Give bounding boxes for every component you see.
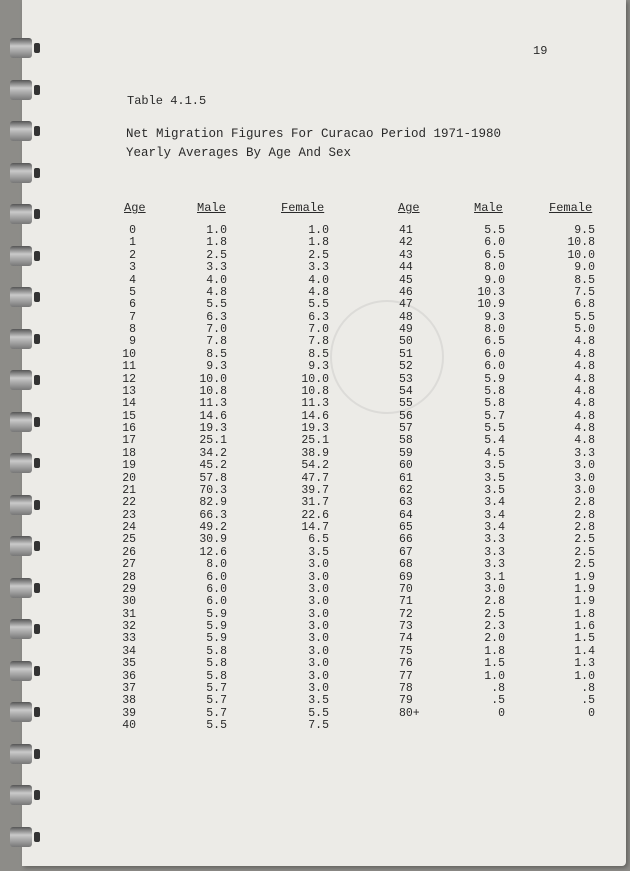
table-cell: 1.6 (574, 620, 595, 633)
table-cell: 77 (399, 669, 413, 683)
table-cell: 78 (399, 681, 413, 695)
table-cell: 5.8 (484, 384, 505, 398)
table-cell: 4.8 (574, 384, 595, 398)
table-cell: 51 (399, 347, 413, 361)
table-cell: 2.5 (574, 545, 595, 559)
binding-ring (4, 619, 38, 639)
table-cell: 40 (122, 719, 136, 732)
table-cell: 11.3 (301, 397, 329, 411)
table-cell: 32 (122, 620, 136, 633)
table-cell: 2.5 (574, 533, 595, 547)
table-cell: 3.4 (484, 508, 505, 522)
binding-ring (4, 578, 38, 598)
table-cell: 10.8 (301, 384, 329, 398)
table-cell: 7.0 (308, 323, 329, 336)
table-cell: 8.0 (484, 261, 505, 275)
table-cell: 36 (122, 669, 136, 683)
left-male-column (180, 225, 227, 732)
binding-ring (4, 121, 38, 141)
table-cell: 22 (122, 496, 136, 510)
table-cell: 54 (399, 384, 413, 398)
table-cell: 1.9 (574, 595, 595, 609)
table-cell: 5.5 (574, 310, 595, 324)
table-cell: 46 (399, 285, 413, 299)
table-cell: 3.0 (308, 607, 329, 621)
left-header-male: Male (197, 201, 226, 215)
table-cell: 5.9 (206, 632, 227, 646)
binding-ring (4, 495, 38, 515)
table-cell: 50 (399, 335, 413, 349)
table-cell: 44 (399, 261, 413, 275)
table-cell: 7.0 (206, 323, 227, 336)
table-cell: .8 (581, 681, 595, 695)
table-cell: 4.8 (574, 434, 595, 448)
table-cell: .5 (581, 694, 595, 708)
table-cell: 45.2 (199, 459, 227, 473)
table-cell: 6.5 (308, 533, 329, 547)
table-cell: 35 (122, 657, 136, 671)
table-cell: 6.0 (206, 582, 227, 596)
table-cell: 4.5 (484, 446, 505, 460)
table-cell: 79 (399, 694, 413, 708)
table-cell: 5.9 (206, 620, 227, 633)
table-cell: 2.0 (484, 632, 505, 646)
binding-ring (4, 80, 38, 100)
table-cell: 6.3 (206, 310, 227, 324)
table-cell: 69 (399, 570, 413, 584)
table-cell: 4.8 (308, 285, 329, 299)
table-cell: 14.6 (301, 409, 329, 423)
table-cell: 5.0 (574, 323, 595, 336)
table-cell: 71 (399, 595, 413, 609)
table-cell: 2.5 (484, 607, 505, 621)
table-cell: 47.7 (301, 471, 329, 485)
table-cell: 63 (399, 496, 413, 510)
right-header-age: Age (398, 201, 420, 215)
table-cell: 65 (399, 521, 413, 534)
table-cell: 34.2 (199, 446, 227, 460)
table-cell: 7.5 (574, 285, 595, 299)
table-cell: 8.5 (574, 273, 595, 287)
table-cell: 70.3 (199, 483, 227, 497)
table-cell: 43 (399, 248, 413, 262)
binding-ring (4, 246, 38, 266)
table-cell: 2.8 (484, 595, 505, 609)
table-cell: 7.5 (308, 719, 329, 732)
table-cell: 3.0 (574, 471, 595, 485)
table-cell: 57 (399, 422, 413, 435)
table-cell: 49.2 (199, 521, 227, 534)
table-cell: 5.8 (206, 669, 227, 683)
table-cell: 3.0 (308, 681, 329, 695)
table-cell: 5.4 (484, 434, 505, 448)
table-cell: 3.3 (484, 545, 505, 559)
left-header-age: Age (124, 201, 146, 215)
table-cell: 31.7 (301, 496, 329, 510)
table-cell: 9.0 (574, 261, 595, 275)
table-cell: 30 (122, 595, 136, 609)
table-cell: 7 (129, 310, 136, 324)
table-cell: 45 (399, 273, 413, 287)
table-cell: 28 (122, 570, 136, 584)
table-cell: 6.5 (484, 335, 505, 349)
table-cell: 10.0 (567, 248, 595, 262)
table-cell: 66 (399, 533, 413, 547)
table-cell: 66.3 (199, 508, 227, 522)
table-cell: 0 (498, 706, 505, 720)
table-cell: 42 (399, 236, 413, 250)
table-cell: 4.0 (308, 273, 329, 287)
table-cell: 1.0 (574, 669, 595, 683)
table-cell: 1.0 (308, 224, 329, 237)
table-label: Table 4.1.5 (127, 94, 207, 108)
table-cell: 61 (399, 471, 413, 485)
table-cell: 4.8 (574, 347, 595, 361)
table-cell: 6.0 (206, 570, 227, 584)
table-cell: 3.0 (308, 582, 329, 596)
table-cell: 1.0 (206, 224, 227, 237)
table-cell: 9.3 (206, 360, 227, 374)
table-cell: 2.8 (574, 521, 595, 534)
table-cell: 16 (122, 422, 136, 435)
table-cell: 1.9 (574, 582, 595, 596)
table-cell: 3.3 (308, 261, 329, 275)
table-cell: 39.7 (301, 483, 329, 497)
table-cell: 1.5 (484, 657, 505, 671)
table-cell: 64 (399, 508, 413, 522)
binding-ring (4, 453, 38, 473)
table-cell: 54.2 (301, 459, 329, 473)
table-cell: 4.8 (574, 422, 595, 435)
table-cell: 9.3 (484, 310, 505, 324)
table-cell: 8.5 (308, 347, 329, 361)
table-cell: 22.6 (301, 508, 329, 522)
table-cell: 18 (122, 446, 136, 460)
table-cell: 5.7 (206, 681, 227, 695)
table-cell: 1.3 (574, 657, 595, 671)
table-cell: 31 (122, 607, 136, 621)
table-cell: 5.5 (308, 298, 329, 312)
right-header-male: Male (474, 201, 503, 215)
table-cell: 5.7 (206, 706, 227, 720)
table-title-line1: Net Migration Figures For Curacao Period 1971-1980 (126, 127, 502, 141)
table-cell: 5.8 (206, 644, 227, 658)
table-cell: 5.9 (206, 607, 227, 621)
table-cell: 58 (399, 434, 413, 448)
table-cell: 1.8 (308, 236, 329, 250)
table-cell: 21 (122, 483, 136, 497)
binding-ring (4, 827, 38, 847)
table-cell: 3.4 (484, 521, 505, 534)
table-cell: 9.0 (484, 273, 505, 287)
table-cell: 2.3 (484, 620, 505, 633)
table-cell: 6.5 (484, 248, 505, 262)
table-cell: 82.9 (199, 496, 227, 510)
table-cell: 3.0 (308, 632, 329, 646)
table-cell: 9.3 (308, 360, 329, 374)
binding-ring (4, 163, 38, 183)
table-cell: 10.0 (301, 372, 329, 386)
table-cell: 4.8 (206, 285, 227, 299)
table-cell: 3.5 (484, 459, 505, 473)
right-header-female: Female (549, 201, 593, 215)
table-cell: 76 (399, 657, 413, 671)
binding-ring (4, 38, 38, 58)
table-cell: 3.3 (484, 533, 505, 547)
table-cell: 23 (122, 508, 136, 522)
table-cell: 57.8 (199, 471, 227, 485)
table-cell: 67 (399, 545, 413, 559)
table-cell: 10.3 (477, 285, 505, 299)
table-cell: 2.5 (308, 248, 329, 262)
binding-ring (4, 204, 38, 224)
table-cell: 8.0 (484, 323, 505, 336)
table-cell: 7.8 (308, 335, 329, 349)
table-cell: 3.1 (484, 570, 505, 584)
table-cell: 12.6 (199, 545, 227, 559)
table-cell: 3.0 (574, 483, 595, 497)
table-cell: 37 (122, 681, 136, 695)
table-cell: 3.4 (484, 496, 505, 510)
binding-ring (4, 370, 38, 390)
table-cell: 38.9 (301, 446, 329, 460)
table-cell: 25 (122, 533, 136, 547)
table-cell: 3.0 (308, 570, 329, 584)
binding-ring (4, 661, 38, 681)
table-cell: 34 (122, 644, 136, 658)
table-cell: 48 (399, 310, 413, 324)
table-cell: 1.8 (484, 644, 505, 658)
table-cell: .5 (491, 694, 505, 708)
table-cell: 5.8 (206, 657, 227, 671)
table-cell: 6.8 (574, 298, 595, 312)
right-male-column (460, 225, 505, 720)
table-cell: 9.5 (574, 224, 595, 237)
table-cell: 5.5 (206, 298, 227, 312)
table-cell: 11.3 (199, 397, 227, 411)
table-cell: 14 (122, 397, 136, 411)
table-cell: 6.0 (206, 595, 227, 609)
table-cell: 1.5 (574, 632, 595, 646)
table-cell: 5.7 (484, 409, 505, 423)
table-cell: 9 (129, 335, 136, 349)
table-cell: 10.9 (477, 298, 505, 312)
table-cell: 2.8 (574, 496, 595, 510)
table-title-line2: Yearly Averages By Age And Sex (126, 146, 352, 160)
table-cell: 29 (122, 582, 136, 596)
table-cell: 30.9 (199, 533, 227, 547)
table-cell: 2 (129, 248, 136, 262)
table-cell: 3.5 (308, 694, 329, 708)
table-cell: 3.0 (308, 644, 329, 658)
table-cell: 60 (399, 459, 413, 473)
table-cell: 5.8 (484, 397, 505, 411)
table-cell: 13 (122, 384, 136, 398)
left-female-column (280, 225, 329, 732)
table-cell: 3.5 (308, 545, 329, 559)
table-cell: 5.7 (206, 694, 227, 708)
table-cell: 6 (129, 298, 136, 312)
left-age-column (100, 225, 136, 732)
table-cell: 19.3 (301, 422, 329, 435)
table-cell: 59 (399, 446, 413, 460)
table-cell: 5.5 (206, 719, 227, 732)
table-cell: 20 (122, 471, 136, 485)
table-cell: 10 (122, 347, 136, 361)
page-number: 19 (533, 44, 548, 58)
table-cell: 56 (399, 409, 413, 423)
table-cell: 6.0 (484, 236, 505, 250)
table-cell: 47 (399, 298, 413, 312)
table-cell: 5 (129, 285, 136, 299)
table-cell: 1 (129, 236, 136, 250)
table-cell: .8 (491, 681, 505, 695)
table-cell: 3.3 (206, 261, 227, 275)
table-cell: 17 (122, 434, 136, 448)
table-cell: 11 (122, 360, 136, 374)
table-cell: 5.9 (484, 372, 505, 386)
table-cell: 3 (129, 261, 136, 275)
left-header-female: Female (281, 201, 325, 215)
table-cell: 10.0 (199, 372, 227, 386)
table-cell: 3.5 (484, 483, 505, 497)
table-cell: 70 (399, 582, 413, 596)
table-cell: 27 (122, 558, 136, 572)
table-cell: 5.5 (308, 706, 329, 720)
table-cell: 25.1 (301, 434, 329, 448)
table-cell: 0 (588, 706, 595, 720)
table-cell: 14.7 (301, 521, 329, 534)
table-cell: 8 (129, 323, 136, 336)
table-cell: 80+ (399, 706, 420, 720)
table-cell: 2.8 (574, 508, 595, 522)
binding-ring (4, 287, 38, 307)
table-cell: 4 (129, 273, 136, 287)
table-cell: 68 (399, 558, 413, 572)
table-cell: 4.8 (574, 360, 595, 374)
table-cell: 72 (399, 607, 413, 621)
table-cell: 19.3 (199, 422, 227, 435)
table-cell: 3.0 (308, 620, 329, 633)
table-cell: 3.0 (308, 669, 329, 683)
table-cell: 10.8 (567, 236, 595, 250)
table-cell: 55 (399, 397, 413, 411)
right-female-column (550, 225, 595, 720)
table-cell: 4.8 (574, 372, 595, 386)
binding-ring (4, 702, 38, 722)
table-cell: 12 (122, 372, 136, 386)
table-cell: 52 (399, 360, 413, 374)
table-cell: 1.9 (574, 570, 595, 584)
table-cell: 33 (122, 632, 136, 646)
table-cell: 53 (399, 372, 413, 386)
table-cell: 2.5 (206, 248, 227, 262)
table-cell: 3.5 (484, 471, 505, 485)
table-cell: 8.0 (206, 558, 227, 572)
table-cell: 75 (399, 644, 413, 658)
table-cell: 3.0 (308, 595, 329, 609)
table-cell: 1.4 (574, 644, 595, 658)
table-cell: 41 (399, 224, 413, 237)
binding-ring (4, 785, 38, 805)
table-cell: 15 (122, 409, 136, 423)
table-cell: 25.1 (199, 434, 227, 448)
table-cell: 6.0 (484, 347, 505, 361)
table-cell: 8.5 (206, 347, 227, 361)
table-cell: 4.8 (574, 397, 595, 411)
table-cell: 1.8 (206, 236, 227, 250)
table-cell: 6.3 (308, 310, 329, 324)
table-cell: 49 (399, 323, 413, 336)
table-cell: 24 (122, 521, 136, 534)
binding-ring (4, 329, 38, 349)
binding-ring (4, 744, 38, 764)
right-age-column (399, 225, 439, 720)
table-cell: 1.0 (484, 669, 505, 683)
table-cell: 5.5 (484, 224, 505, 237)
table-cell: 1.8 (574, 607, 595, 621)
table-cell: 62 (399, 483, 413, 497)
table-cell: 5.5 (484, 422, 505, 435)
table-cell: 3.0 (574, 459, 595, 473)
binding-ring (4, 536, 38, 556)
table-cell: 39 (122, 706, 136, 720)
table-cell: 19 (122, 459, 136, 473)
table-cell: 74 (399, 632, 413, 646)
table-cell: 38 (122, 694, 136, 708)
binding-ring (4, 412, 38, 432)
table-cell: 2.5 (574, 558, 595, 572)
table-cell: 4.0 (206, 273, 227, 287)
table-cell: 3.0 (308, 558, 329, 572)
table-cell: 4.8 (574, 335, 595, 349)
table-cell: 0 (129, 224, 136, 237)
table-cell: 14.6 (199, 409, 227, 423)
table-cell: 4.8 (574, 409, 595, 423)
table-cell: 26 (122, 545, 136, 559)
table-cell: 3.0 (484, 582, 505, 596)
table-cell: 73 (399, 620, 413, 633)
table-cell: 3.3 (574, 446, 595, 460)
table-cell: 7.8 (206, 335, 227, 349)
table-cell: 3.0 (308, 657, 329, 671)
table-cell: 6.0 (484, 360, 505, 374)
table-cell: 10.8 (199, 384, 227, 398)
table-cell: 3.3 (484, 558, 505, 572)
